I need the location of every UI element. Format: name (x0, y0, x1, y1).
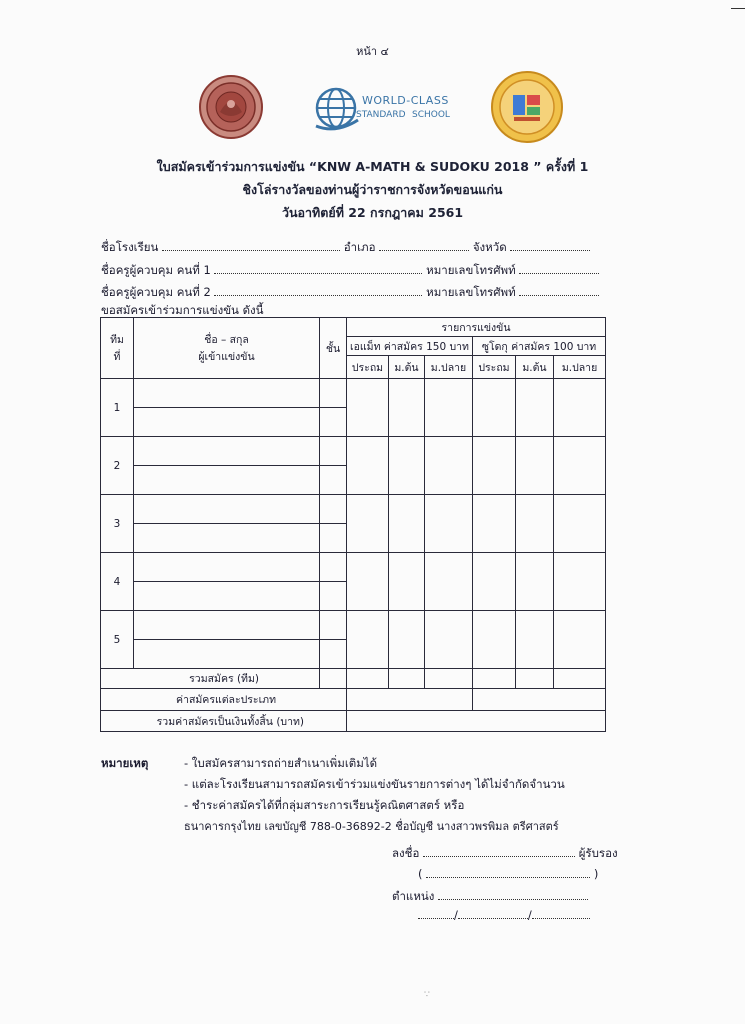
teacher1-line (101, 262, 599, 280)
name-header-line1: ชื่อ – สกุล (204, 334, 249, 346)
competition-date: วันอาทิตย์ที่ 22 กรกฎาคม 2561 (281, 205, 464, 220)
registration-table (100, 317, 606, 732)
date-line (418, 908, 590, 922)
logo-text-school: SCHOOL (412, 110, 450, 120)
participant-name-cell[interactable] (134, 379, 320, 408)
event-check-cell[interactable] (554, 611, 606, 669)
team-row (101, 553, 606, 582)
event-check-cell[interactable] (516, 437, 554, 495)
phone2-label: หมายเลขโทรศัพท์ (426, 285, 516, 299)
event-check-cell[interactable] (554, 437, 606, 495)
team-number: 1 (101, 379, 134, 437)
event-check-cell[interactable] (425, 553, 473, 611)
team-row (101, 611, 606, 640)
event-check-cell[interactable] (347, 553, 389, 611)
total-cell[interactable] (473, 669, 516, 689)
amath-fee-cell[interactable] (347, 689, 473, 711)
participant-name-cell[interactable] (134, 495, 320, 524)
event-check-cell[interactable] (473, 437, 516, 495)
total-teams-label: รวมสมัคร (ทีม) (101, 669, 320, 689)
slash: / (454, 908, 458, 922)
school-label: ชื่อโรงเรียน (101, 240, 159, 254)
participant-grade-cell[interactable] (320, 379, 347, 408)
team-rows (101, 379, 606, 669)
position-field[interactable] (438, 889, 588, 900)
position-line (392, 888, 588, 906)
event-check-cell[interactable] (516, 495, 554, 553)
team-number: 4 (101, 553, 134, 611)
event-check-cell[interactable] (347, 379, 389, 437)
teacher1-field[interactable] (214, 263, 422, 274)
page-number: หน้า ๔ (356, 45, 389, 58)
events-header: รายการแข่งขัน (347, 318, 606, 337)
logo-text-standard: STANDARD (356, 110, 406, 120)
printed-name-field[interactable] (426, 867, 590, 878)
participant-name-cell[interactable] (134, 582, 320, 611)
team-number: 3 (101, 495, 134, 553)
scan-mark: ∵ (424, 990, 430, 1000)
team-number: 2 (101, 437, 134, 495)
event-check-cell[interactable] (473, 495, 516, 553)
notes-label: หมายเหตุ (101, 756, 149, 770)
certifier-label: ผู้รับรอง (578, 846, 618, 860)
date-day-field[interactable] (418, 908, 454, 919)
intro-text: ขอสมัครเข้าร่วมการแข่งขัน ดังนี้ (101, 303, 264, 317)
school-line (101, 239, 590, 257)
phone1-field[interactable] (519, 263, 599, 274)
total-grade-cell (320, 669, 347, 689)
phone1-label: หมายเลขโทรศัพท์ (426, 263, 516, 277)
date-year-field[interactable] (532, 908, 590, 919)
event-check-cell[interactable] (347, 611, 389, 669)
team-number: 5 (101, 611, 134, 669)
bank-account-line: ธนาคารกรุงไทย เลขบัญชี 788-0-36892-2 ชื่อบัญชี นางสาวพรพิมล ตรีศาสตร์ (184, 820, 559, 833)
note-item: - ใบสมัครสามารถถ่ายสำเนาเพิ่มเติมได้ (184, 756, 378, 770)
participant-name-cell[interactable] (134, 408, 320, 437)
participant-grade-cell[interactable] (320, 466, 347, 495)
event-check-cell[interactable] (516, 553, 554, 611)
sign-label: ลงชื่อ (392, 846, 420, 860)
signature-field[interactable] (423, 846, 575, 857)
event-check-cell[interactable] (347, 437, 389, 495)
name-header (134, 318, 320, 379)
teacher2-line (101, 284, 599, 302)
team-row (101, 379, 606, 408)
team-header: ทีม ที่ (101, 318, 134, 379)
paren-open: ( (418, 867, 423, 881)
participant-grade-cell[interactable] (320, 640, 347, 669)
name-header-line2: ผู้เข้าแข่งขัน (198, 351, 255, 363)
event-check-cell[interactable] (389, 379, 425, 437)
participant-name-cell[interactable] (134, 524, 320, 553)
school-seal-left-icon (198, 74, 264, 140)
fee-per-type-label: ค่าสมัครแต่ละประเภท (101, 689, 347, 711)
teacher1-label: ชื่อครูผู้ควบคุม คนที่ 1 (101, 263, 211, 277)
corner-mark (731, 8, 745, 9)
logo-text-world-class: WORLD-CLASS (362, 94, 449, 107)
participant-name-cell[interactable] (134, 437, 320, 466)
event-check-cell[interactable] (516, 611, 554, 669)
team-row (101, 495, 606, 524)
grand-total-cell[interactable] (347, 711, 606, 732)
position-label: ตำแหน่ง (392, 889, 435, 903)
world-class-logo (314, 80, 454, 138)
participant-grade-cell[interactable] (320, 553, 347, 582)
province-label: จังหวัด (472, 240, 507, 254)
event-check-cell[interactable] (389, 437, 425, 495)
event-check-cell[interactable] (425, 611, 473, 669)
sudoku-upper-sec-header: ม.ปลาย (554, 356, 606, 379)
province-field[interactable] (510, 240, 590, 251)
participant-grade-cell[interactable] (320, 408, 347, 437)
event-check-cell[interactable] (389, 495, 425, 553)
slash: / (527, 908, 532, 922)
grand-total-label: รวมค่าสมัครเป็นเงินทั้งสิ้น (บาท) (101, 711, 347, 732)
total-cell[interactable] (389, 669, 425, 689)
event-check-cell[interactable] (473, 379, 516, 437)
event-check-cell[interactable] (554, 379, 606, 437)
total-cell[interactable] (347, 669, 389, 689)
event-check-cell[interactable] (425, 495, 473, 553)
sudoku-primary-header: ประถม (473, 356, 516, 379)
sudoku-fee-cell[interactable] (473, 689, 606, 711)
event-check-cell[interactable] (554, 495, 606, 553)
signature-line (392, 845, 618, 863)
event-check-cell[interactable] (473, 611, 516, 669)
amath-lower-sec-header: ม.ต้น (389, 356, 425, 379)
participant-grade-cell[interactable] (320, 495, 347, 524)
teacher2-field[interactable] (214, 285, 422, 296)
event-check-cell[interactable] (554, 553, 606, 611)
school-seal-right-icon (490, 70, 564, 144)
event-check-cell[interactable] (389, 553, 425, 611)
note-item: - แต่ละโรงเรียนสามารถสมัครเข้าร่วมแข่งขันรายการต่างๆ ได้ไม่จำกัดจำนวน (184, 777, 565, 791)
form-subtitle: ชิงโล่รางวัลของท่านผู้ว่าราชการจังหวัดขอนแก่น (242, 182, 503, 197)
sudoku-header: ซูโดกุ ค่าสมัคร 100 บาท (473, 337, 606, 356)
sudoku-lower-sec-header: ม.ต้น (516, 356, 554, 379)
participant-name-cell[interactable] (134, 611, 320, 640)
event-check-cell[interactable] (389, 611, 425, 669)
event-check-cell[interactable] (516, 379, 554, 437)
form-title: ใบสมัครเข้าร่วมการแข่งขัน “KNW A-MATH & SUDOKU 2018 ” ครั้งที่ 1 (156, 159, 589, 174)
teacher2-label: ชื่อครูผู้ควบคุม คนที่ 2 (101, 285, 211, 299)
amath-upper-sec-header: ม.ปลาย (425, 356, 473, 379)
paren-close: ) (593, 867, 599, 881)
total-cell[interactable] (425, 669, 473, 689)
total-cell[interactable] (554, 669, 606, 689)
participant-grade-cell[interactable] (320, 582, 347, 611)
participant-name-cell[interactable] (134, 553, 320, 582)
participant-name-cell[interactable] (134, 466, 320, 495)
phone2-field[interactable] (519, 285, 599, 296)
amath-primary-header: ประถม (347, 356, 389, 379)
participant-name-cell[interactable] (134, 640, 320, 669)
district-label: อำเภอ (343, 240, 376, 254)
event-check-cell[interactable] (425, 437, 473, 495)
amath-header: เอแม็ท ค่าสมัคร 150 บาท (347, 337, 473, 356)
team-row (101, 437, 606, 466)
participant-grade-cell[interactable] (320, 611, 347, 640)
event-check-cell[interactable] (347, 495, 389, 553)
participant-grade-cell[interactable] (320, 437, 347, 466)
event-check-cell[interactable] (425, 379, 473, 437)
globe-icon (314, 86, 360, 132)
note-item: - ชำระค่าสมัครได้ที่กลุ่มสาระการเรียนรู้คณิตศาสตร์ หรือ (184, 798, 465, 812)
grade-header: ชั้น (320, 318, 347, 379)
name-in-parens-line (418, 867, 598, 881)
date-month-field[interactable] (458, 908, 528, 919)
school-field[interactable] (162, 240, 340, 251)
district-field[interactable] (379, 240, 469, 251)
event-check-cell[interactable] (473, 553, 516, 611)
total-cell[interactable] (516, 669, 554, 689)
participant-grade-cell[interactable] (320, 524, 347, 553)
